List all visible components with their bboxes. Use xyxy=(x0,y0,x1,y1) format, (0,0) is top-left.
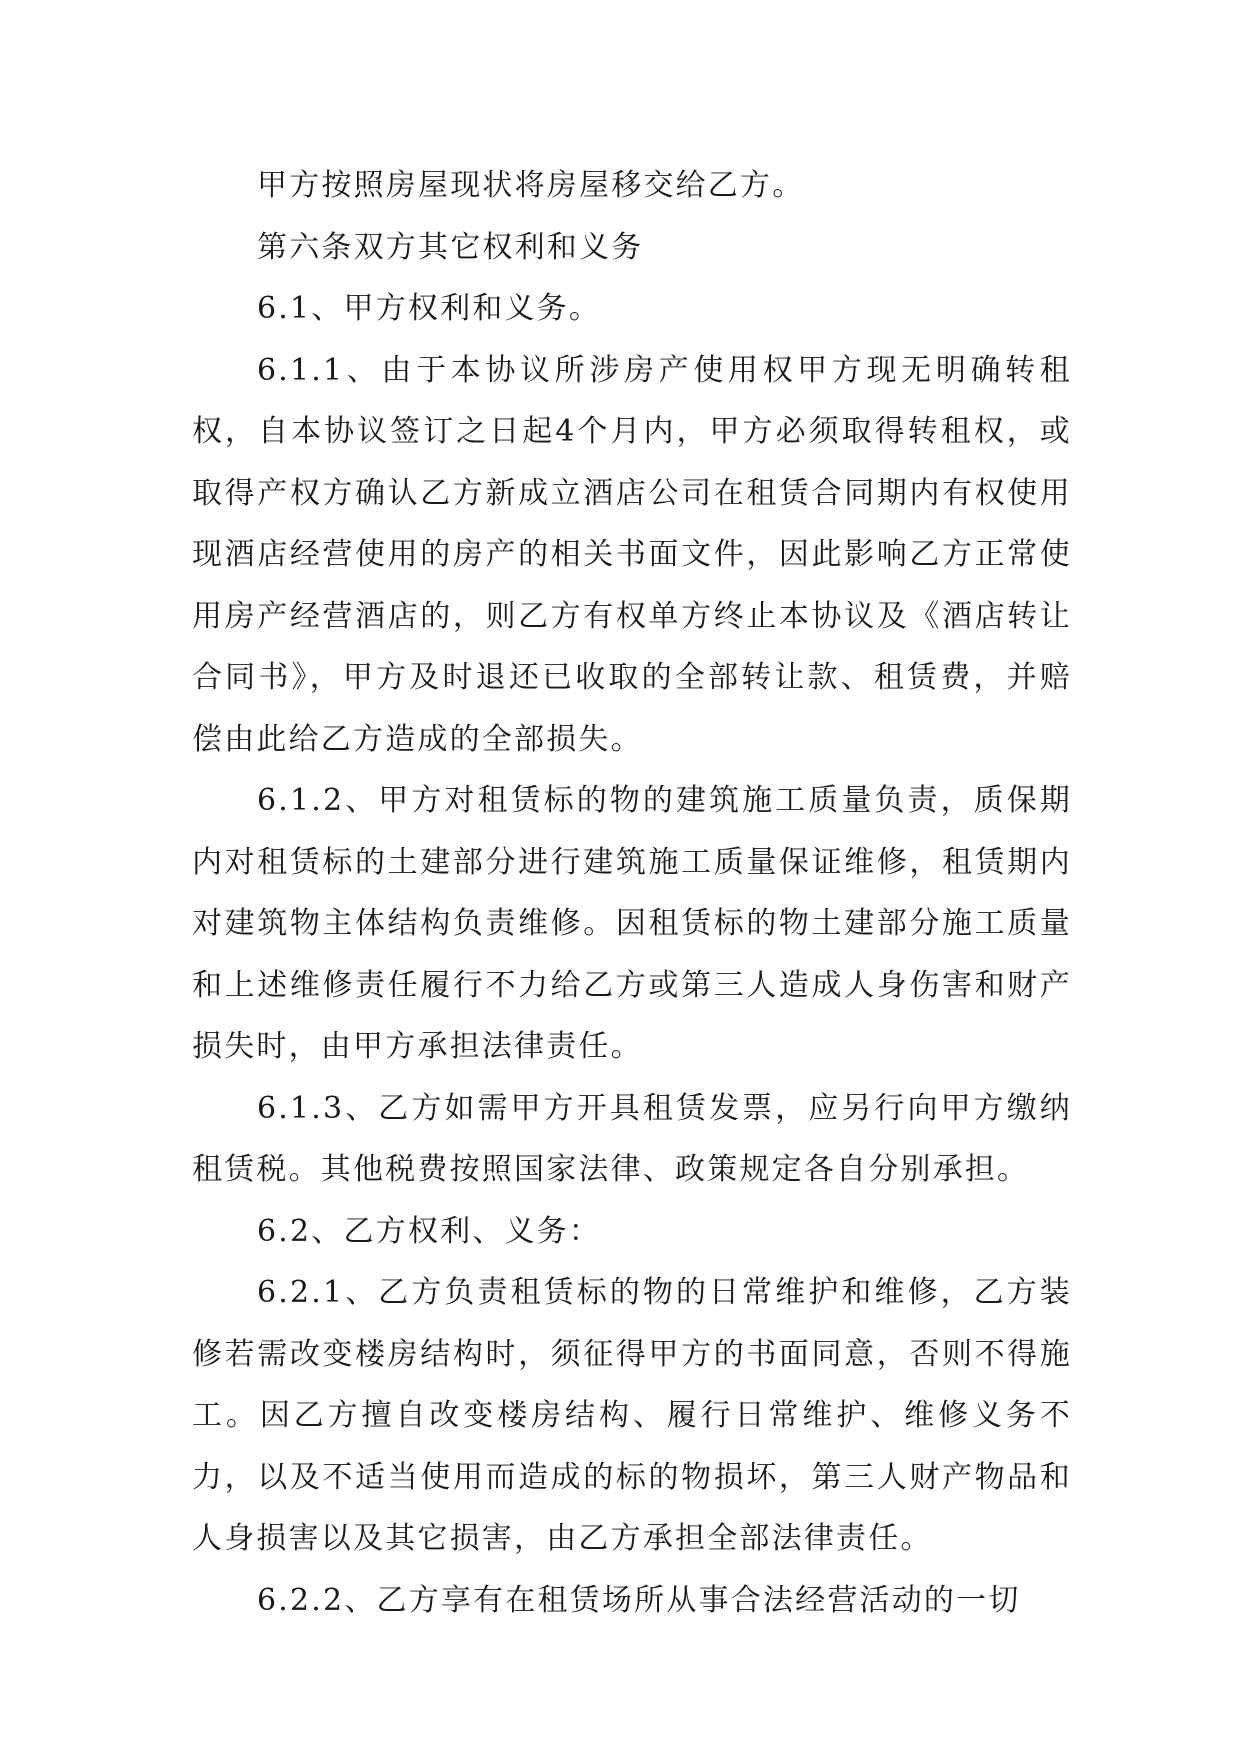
clause-6-2-heading: 6.2、乙方权利、义务： xyxy=(257,1213,602,1249)
paragraph-handover: 甲方按照房屋现状将房屋移交给乙方。 xyxy=(257,168,805,203)
clause-6-2-2: 6.2.2、乙方享有在租赁场所从事合法经营活动的一切 xyxy=(257,1582,1021,1618)
article-six-heading: 第六条双方其它权利和义务 xyxy=(257,229,644,265)
clause-6-1-3: 6.1.3、乙方如需甲方开具租赁发票，应另行向甲方缴纳租赁税。其他税费按照国家法律、政策规定各自分别承担。 xyxy=(192,1090,1072,1187)
clause-6-1-2: 6.1.2、甲方对租赁标的物的建筑施工质量负责，质保期内对租赁标的土建部分进行建筑施工质量保证维修，租赁期内对建筑物主体结构负责维修。因租赁标的物土建部分施工质量和上述维修责任履行不力给乙方或第三人造成人身伤害和财产损失时，由甲方承担法律责任。 xyxy=(192,783,1072,1064)
clause-6-2-1: 6.2.1、乙方负责租赁标的物的日常维护和维修，乙方装修若需改变楼房结构时，须征得甲方的书面同意，否则不得施工。因乙方擅自改变楼房结构、履行日常维护、维修义务不力，以及不适当使用而造成的标的物损坏，第三人财产物品和人身损害以及其它损害，由乙方承担全部法律责任。 xyxy=(192,1275,1072,1556)
clause-6-1-heading: 6.1、甲方权利和义务。 xyxy=(257,291,602,326)
clause-6-1-1: 6.1.1、由于本协议所涉房产使用权甲方现无明确转租权，自本协议签订之日起4个月内，甲方必须取得转租权，或取得产权方确认乙方新成立酒店公司在租赁合同期内有权使用现酒店经营使用的房产的相关书面文件，因此影响乙方正常使用房产经营酒店的，则乙方有权单方终止本协议及《酒店转让合同书》，甲方及时退还已收取的全部转让款、租赁费，并赔偿由此给乙方造成的全部损失。 xyxy=(192,352,1072,757)
document-body xyxy=(192,155,1072,1631)
